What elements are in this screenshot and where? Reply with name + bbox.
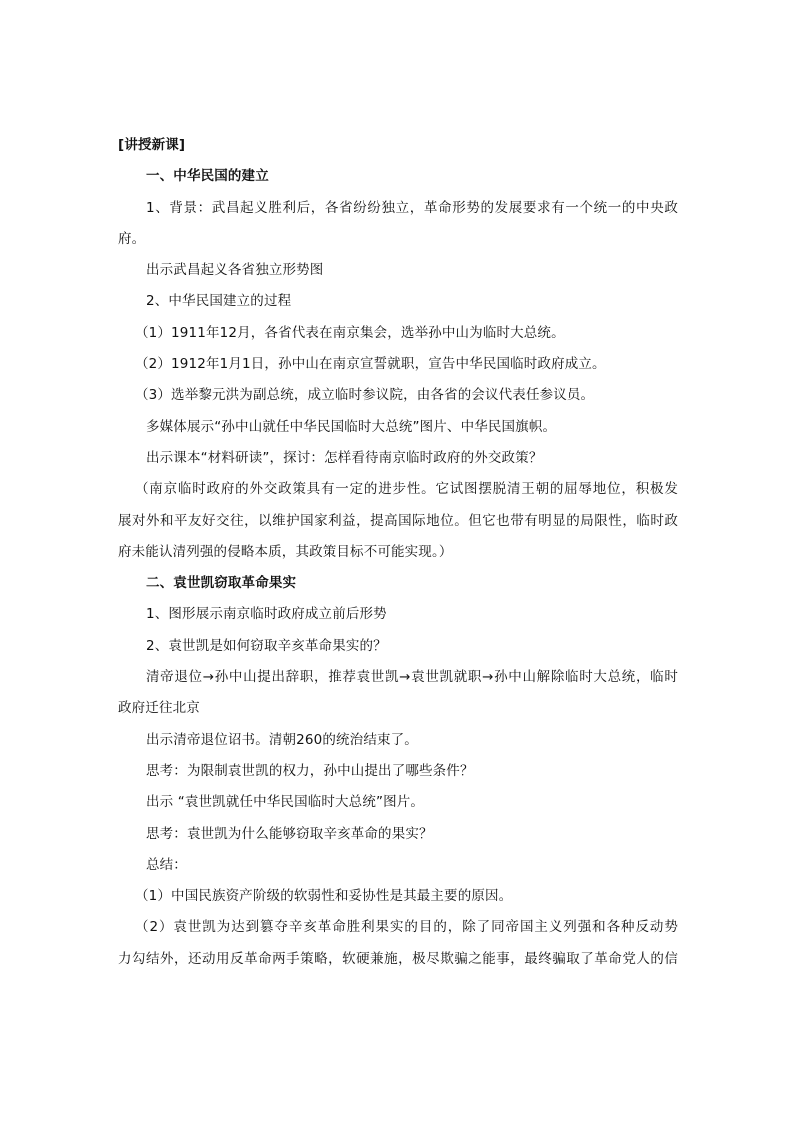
list-item-1911: （1）1911年12月，各省代表在南京集会，选举孙中山为临时大总统。: [135, 324, 565, 341]
document-body: [118, 132, 678, 977]
paragraph-sequence: 清帝退位→孙中山提出辞职，推荐袁世凯→袁世凯就职→孙中山解除临时大总统，临时: [146, 669, 678, 686]
heading-yuan-shikai: 二、袁世凯窃取革命果实: [146, 575, 297, 592]
paragraph-abdication-edict: 出示清帝退位诏书。清朝260的统治结束了。: [146, 731, 418, 748]
section-label-new-lesson: [讲授新课]: [118, 137, 186, 153]
list-item-1912: （2）1912年1月1日，孙中山在南京宣誓就职，宣告中华民国临时政府成立。: [135, 356, 606, 373]
paragraph-multimedia: 多媒体展示“孙中山就任中华民国临时大总统”图片、中华民国旗帜。: [146, 418, 557, 435]
paragraph-foreign-policy-cont2: 府未能认清列强的侵略本质，其政策目标不可能实现。）: [118, 543, 453, 560]
paragraph-think-why: 思考：袁世凯为什么能够窃取辛亥革命的果实？: [146, 825, 433, 842]
paragraph-summary-label: 总结：: [146, 856, 187, 873]
summary-item-2: （2）袁世凯为达到篡夺辛亥革命胜利果实的目的，除了同帝国主义列强和各种反动势: [135, 919, 678, 936]
paragraph-show-picture: 出示 “袁世凯就任中华民国临时大总统”图片。: [146, 794, 425, 811]
paragraph-background-cont: 府。: [118, 230, 146, 247]
paragraph-material-study: 出示课本“材料研读”，探讨：怎样看待南京临时政府的外交政策？: [146, 449, 543, 466]
paragraph-sequence-cont: 政府迁往北京: [118, 700, 200, 717]
summary-item-2-cont: 力勾结外，还动用反革命两手策略，软硬兼施，极尽欺骗之能事，最终骗取了革命党人的信: [118, 950, 678, 967]
paragraph-foreign-policy-cont1: 展对外和平友好交往，以维护国家利益，提高国际地位。但它也带有明显的局限性，临时政: [118, 512, 678, 529]
paragraph-think-conditions: 思考：为限制袁世凯的权力，孙中山提出了哪些条件？: [146, 762, 474, 779]
summary-item-1: （1）中国民族资产阶级的软弱性和妥协性是其最主要的原因。: [135, 888, 513, 905]
heading-founding-of-roc: 一、中华民国的建立: [146, 168, 269, 185]
list-item-vice-president: （3）选举黎元洪为副总统，成立临时参议院，由各省的会议代表任参议员。: [135, 387, 595, 404]
paragraph-process-title: 2、中华民国建立的过程: [146, 293, 292, 310]
paragraph-foreign-policy: （南京临时政府的外交政策具有一定的进步性。它试图摆脱清王朝的屈辱地位，积极发: [135, 481, 678, 498]
paragraph-how-usurped: 2、袁世凯是如何窃取辛亥革命果实的？: [146, 637, 387, 654]
paragraph-background: 1、背景：武昌起义胜利后，各省纷纷独立，革命形势的发展要求有一个统一的中央政: [146, 199, 678, 216]
paragraph-show-map: 出示武昌起义各省独立形势图: [146, 262, 324, 279]
paragraph-graphic-situation: 1、图形展示南京临时政府成立前后形势: [146, 606, 387, 623]
